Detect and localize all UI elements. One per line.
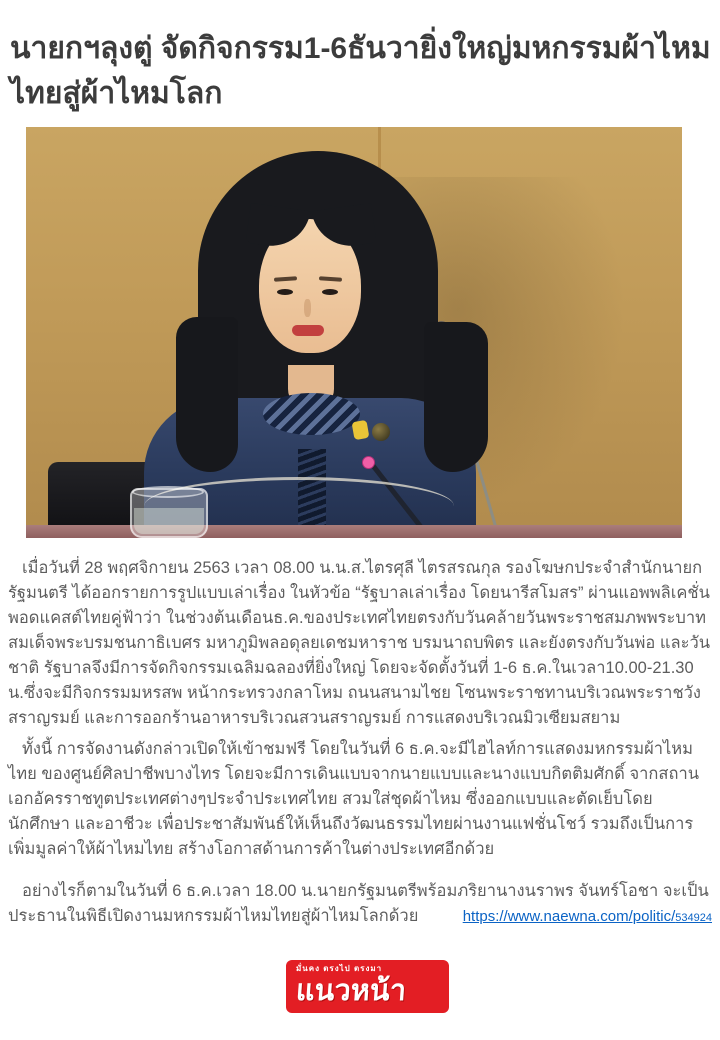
source-link-row <box>8 908 712 926</box>
naewna-logo-tagline: มั่นคง ตรงไป ตรงมา <box>296 964 383 973</box>
naewna-logo <box>286 960 449 1013</box>
source-link[interactable] <box>463 908 712 925</box>
photo-table-edge <box>26 525 682 538</box>
photo-hair-strand-left <box>176 317 238 472</box>
photo-glass-water <box>134 508 204 534</box>
photo-nose <box>304 299 311 317</box>
photo-eye-right <box>322 289 338 295</box>
article-paragraph-3: อย่างไรก็ตามในวันที่ 6 ธ.ค.เวลา 18.00 น.นายกรัฐมนตรีพร้อมภริยานางนราพร จันทร์โอชา จะเป็นประธานในพิธีเปิดงานมหกรรมผ้าไหมไทยสู่ผ้าไหมโลกด้วย <box>8 882 709 925</box>
photo-eye-left <box>277 289 293 295</box>
photo-round-badge <box>372 423 390 441</box>
source-link-base: https://www.naewna.com/politic/ <box>462 908 676 925</box>
article-paragraph-2: ทั้งนี้ การจัดงานดังกล่าวเปิดให้เข้าชมฟรี โดยในวันที่ 6 ธ.ค.จะมีไฮไลท์การแสดงมหกรรมผ้าไหมไทย ของศูนย์ศิลปาชีพบางไทร โดยจะมีการเดินแบบจากนายแบบและนางแบบกิตติมศักดิ์ จากสถานเอกอัครราชทูตประเทศต่างๆประจำประเทศไทย สวมใส่ชุดผ้าไหม ซึ่งออกแบบและตัดเย็บโดยนักศึกษา และอาชีวะ เพื่อประชาสัมพันธ์ให้เห็นถึงวัฒนธรรมไทยผ่านงานแฟชั่นโชว์ รวมถึงเป็นการเพิ่มมูลค่าให้ผ้าไหมไทย สร้างโอกาสด้านการค้าในต่างประเทศอีกด้วย <box>8 740 699 858</box>
article-headline: นายกฯลุงตู่ จัดกิจกรรม1-6ธันวายิ่งใหญ่มหกรรมผ้าไหมไทยสู่ผ้าไหมโลก <box>10 32 711 110</box>
naewna-logo-wordmark: แนวหน้า <box>294 975 408 1007</box>
source-link-id: 534924 <box>675 912 712 924</box>
photo-pink-pin <box>362 456 375 469</box>
photo-water-glass <box>130 488 208 538</box>
article-photo <box>26 127 682 538</box>
photo-yellow-pin <box>352 420 370 440</box>
photo-lips <box>292 325 324 336</box>
photo-glass-rim <box>132 486 204 498</box>
photo-hair-strand-right <box>424 322 488 472</box>
photo-patterned-collar <box>263 393 360 435</box>
article-paragraph-1: เมื่อวันที่ 28 พฤศจิกายน 2563 เวลา 08.00 น.น.ส.ไตรศุลี ไตรสรณกุล รองโฆษกประจำสำนักนายกรัฐมนตรี ได้ออกรายการรูปแบบเล่าเรื่อง ในหัวข้อ “รัฐบาลเล่าเรื่อง โดยนารีสโมสร” ผ่านแอพพลิเคชั่น พอดแคสต์ไทยคู่ฟ้าว่า ในช่วงต้นเดือนธ.ค.ของประเทศไทยตรงกับวันคล้ายวันพระราชสมภพพระบาทสมเด็จพระบรมชนกาธิเบศร มหาภูมิพลอดุลยเดชมหาราช บรมนาถบพิตร และยังตรงกับวันพ่อ และวันชาติ รัฐบาลจึงมีการจัดกิจกรรมเฉลิมฉลองที่ยิ่งใหญ่ โดยจะจัดตั้งวันที่ 1-6 ธ.ค.ในเวลา10.00-21.30 น.ซึ่งจะมีกิจกรรมมหรสพ หน้ากระทรวงกลาโหม ถนนสนามไชย โซนพระราชทานบริเวณพระราชวังสราญรมย์ และการออกร้านอาหารบริเวณสวนสราญรมย์ การแสดงบริเวณมิวเซียมสยาม <box>8 559 711 727</box>
